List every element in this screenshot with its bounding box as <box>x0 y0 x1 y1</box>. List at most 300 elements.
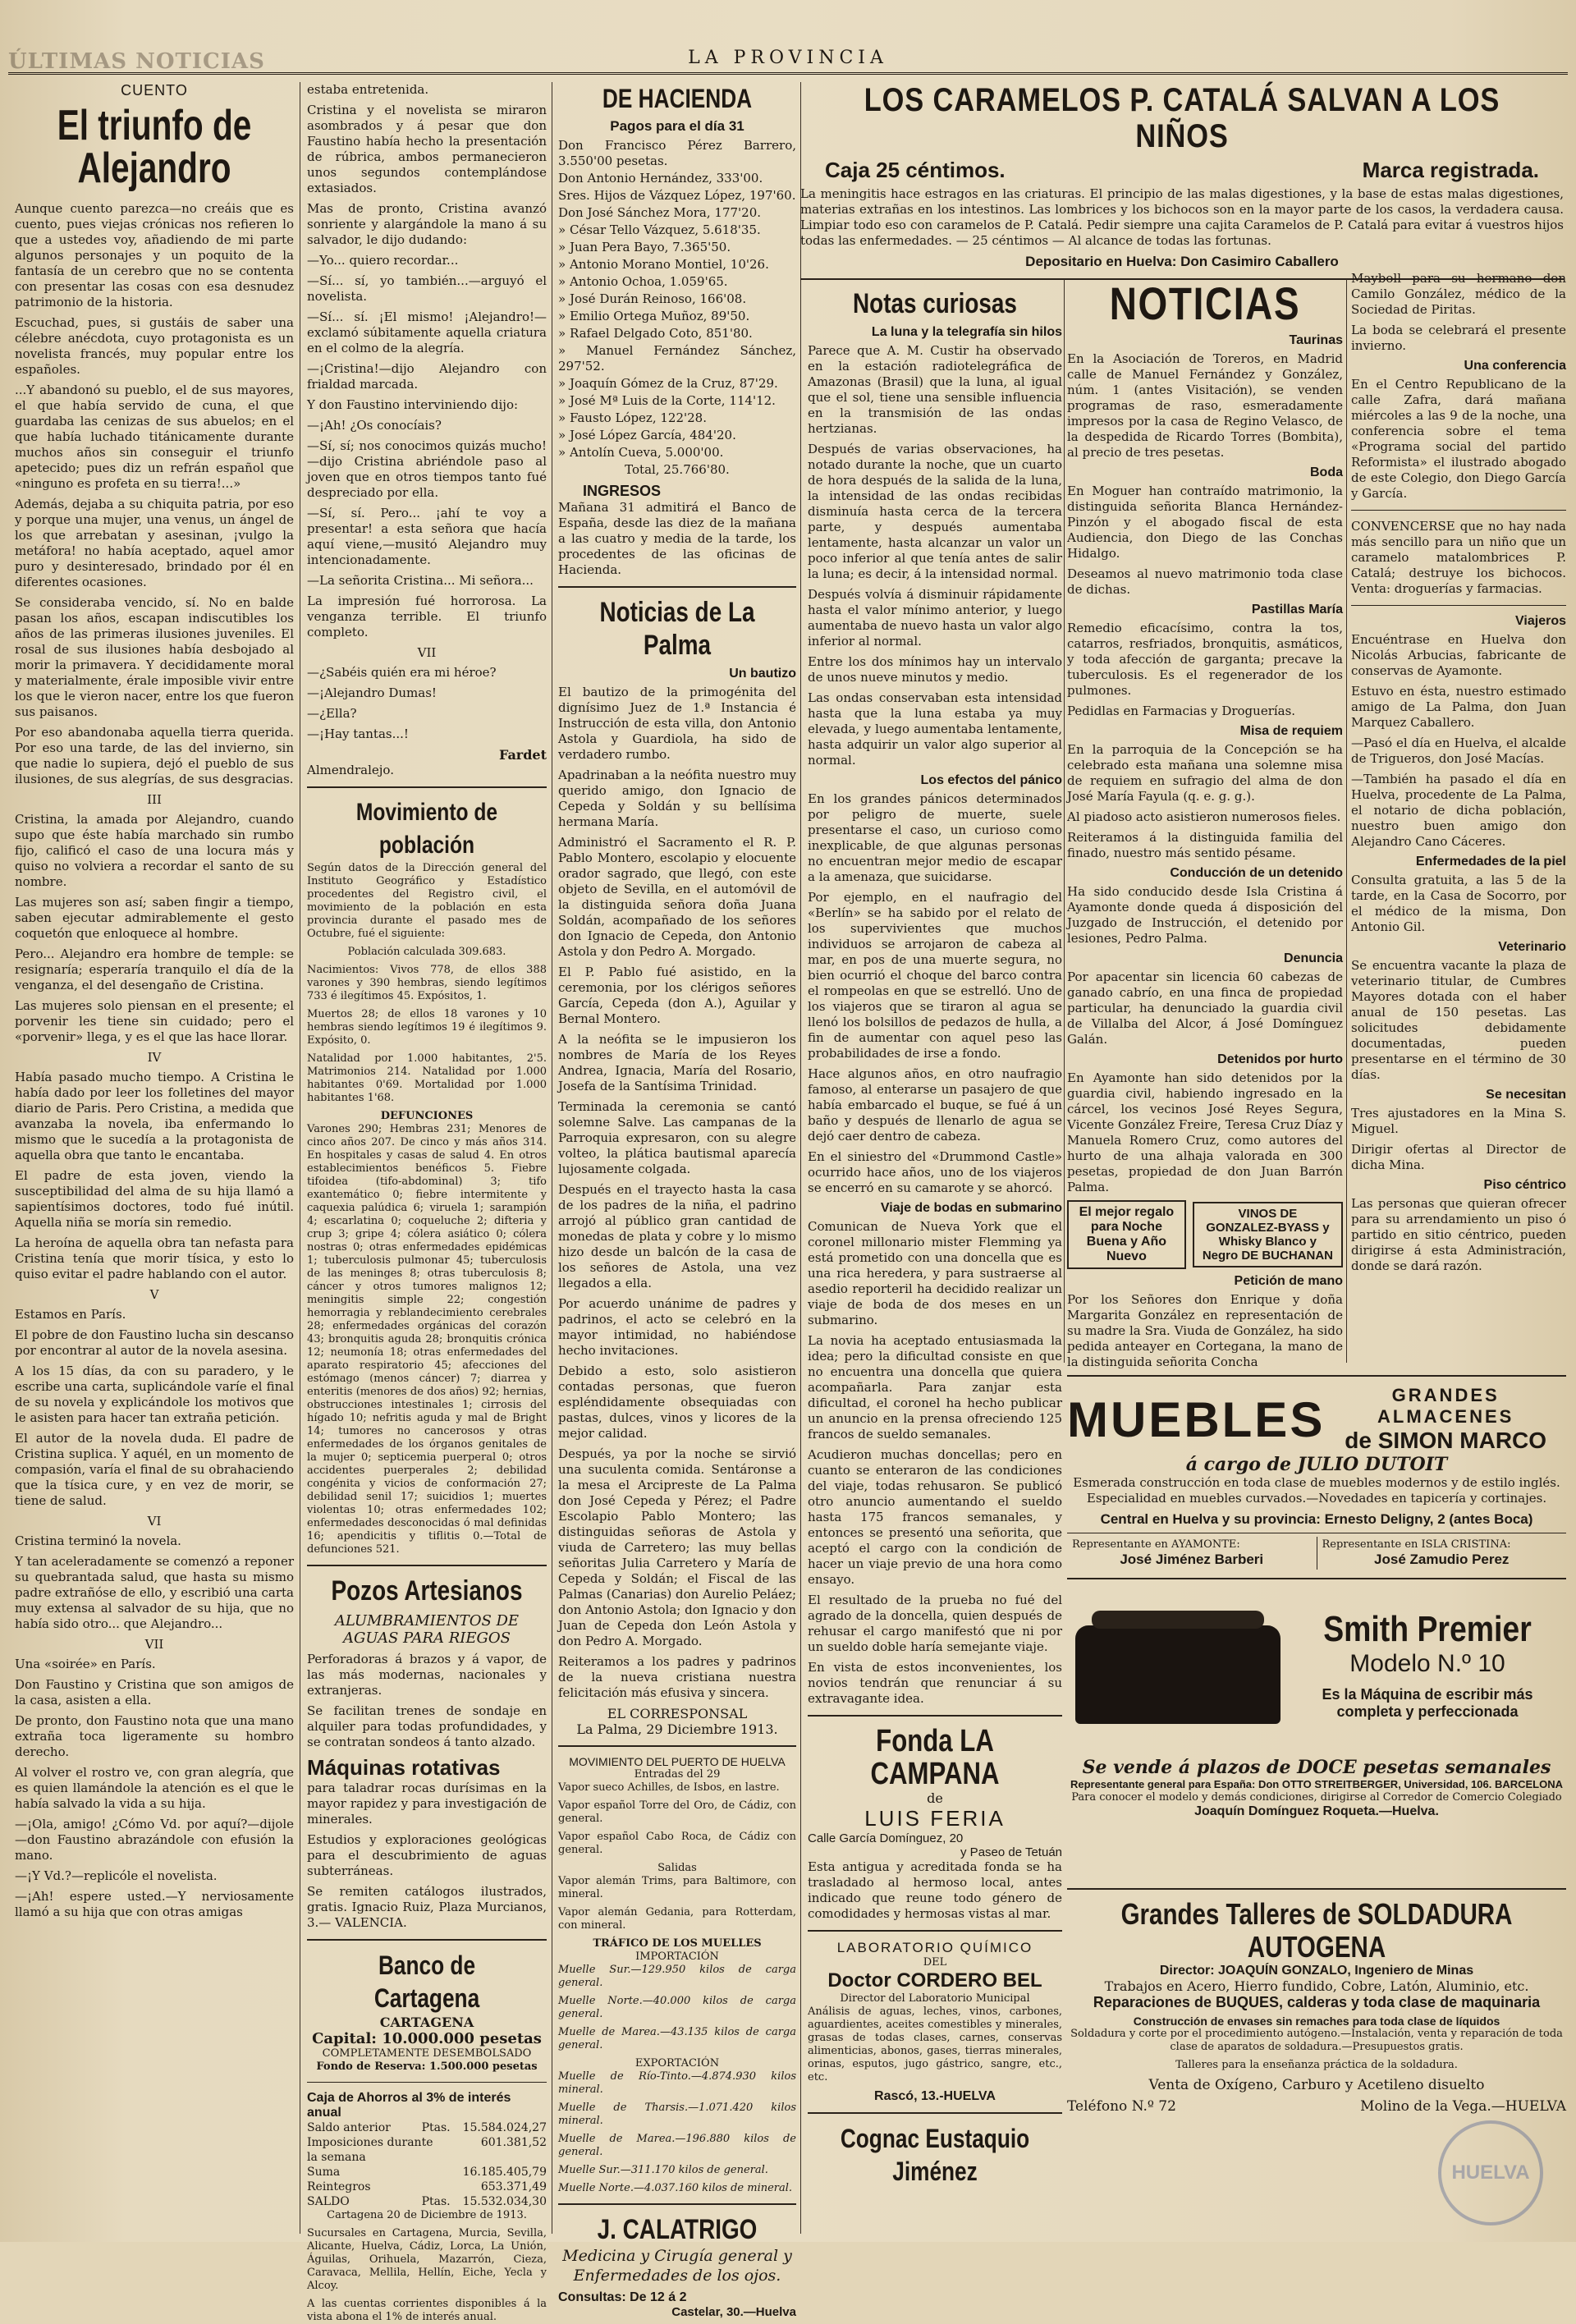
paragraph: A los 15 días, da con su paradero, y le escribe una carta, suplicándole varíe el final de su novela y explicándole los motivos que le asisten para hacer tan extraña petición. <box>15 1364 294 1425</box>
trafico-title: TRÁFICO DE LOS MUELLES <box>593 1937 762 1950</box>
paragraph: Al volver el rostro ve, con gran alegría, que es quien llamándole la atención es el que le había salvado la vida a su hija. <box>15 1765 294 1811</box>
column-rule <box>1064 279 1065 1363</box>
pago-item: » José Durán Reinoso, 166'08. <box>558 291 747 306</box>
paragraph: estaba entretenida. <box>307 82 429 97</box>
traffic-row: Muelle de Tharsis.—1.071.420 kilos mineral. <box>558 2102 796 2127</box>
ingresos-title: INGRESOS <box>583 483 662 499</box>
smith-title: Smith Premier <box>1323 1609 1532 1649</box>
divider <box>1351 510 1566 511</box>
submarino-head: Viaje de bodas en submarino <box>880 1201 1062 1215</box>
paragraph: Población calculada 309.683. <box>347 946 506 958</box>
paragraph: En la parroquia de la Concepción se ha celebrado esta mañana una solemne misa de requiem en sufragio del alma de don José María Fayula (q. e. g. g.). <box>1067 742 1343 804</box>
viajeros-head: Viajeros <box>1515 614 1566 628</box>
caja-cell: 601.381,52 <box>480 2136 547 2149</box>
calatrigo-address: Castelar, 30.—Huelva <box>671 2305 796 2319</box>
pago-item: » José Mª Luis de la Corte, 114'12. <box>558 393 776 408</box>
lab-doctor: Doctor CORDERO BEL <box>827 1969 1042 1992</box>
smith-rep-3: Joaquín Domínguez Roqueta.—Huelva. <box>1194 1804 1439 1818</box>
catala-banner <box>800 82 1564 288</box>
fonda-owner: LUIS FERIA <box>864 1806 1006 1831</box>
paragraph: El autor de la novela duda. El padre de Cristina suplica. Y aquél, en un momento de compasión, varía el final de su obrahaciendo que la tísica cure, y en vez de morir, se tiene de salud. <box>15 1431 294 1508</box>
movimiento-title: Movimiento de población <box>355 799 498 859</box>
catala-depot: Depositario en Huelva: Don Casimiro Caballero <box>1025 254 1339 269</box>
puerto-entry: Vapor sueco Achilles, de Isbos, en lastre. <box>558 1781 780 1794</box>
divider <box>558 1745 796 1747</box>
paragraph: Apadrinaban a la neófita nuestro muy querido amigo, don Ignacio de Cepeda y Soldán y su bellísima hermana María. <box>558 768 796 829</box>
paragraph: Se encuentra vacante la plaza de veterinario titular, de Cumbres Mayores dotada con el haber anual de 150 pesetas. Las solicitudes debidamente documentadas, pueden presentarse en el término de 30 días. <box>1351 958 1566 1082</box>
paragraph: Se consideraba vencido, sí. No en balde pasan los años, escapan indiscutibles los años de las primeras ilusiones juveniles. El rosal de sus ilusiones había desbojado al morir la primavera. Y decididamente moral y materialmente, érale imposible vivir entre los que le vieron nacer, entre los que fueron sus paisanos. <box>15 595 294 719</box>
caja-cell: SALDO <box>307 2195 350 2208</box>
pago-item: » Antonio Morano Montiel, 10'26. <box>558 257 769 272</box>
piel-head: Enfermedades de la piel <box>1415 855 1566 869</box>
calatrigo-title: J. CALATRIGO <box>597 2214 758 2245</box>
divider <box>307 786 547 788</box>
paragraph: Perforadoras á brazos y á vapor, de las más modernas, nacionales y extranjeras. <box>307 1652 547 1698</box>
banco-reserva: Fondo de Reserva: 1.500.000 pesetas <box>316 2060 538 2073</box>
caja-row <box>307 2165 547 2180</box>
typewriter-illustration <box>1075 1625 1280 1724</box>
paragraph: Y tan aceleradamente se comenzó a reponer su quebrantada salud, que hasta su mismo padre extrañóse de ello, y escribió una carta muy extensa al salvador de su hija, que no había sido otro... que Alejandro... <box>15 1554 294 1631</box>
paragraph: Análisis de aguas, leches, vinos, carbones, aguardientes, aceites comestibles y minerales, grasas de todas clases, carnes, conservas alimenticias, abonos, gases, tierras minerales, orinas, esputos, jugo gástrico, sangre, etc., etc. <box>808 2005 1062 2083</box>
caja-row <box>307 2120 547 2135</box>
paragraph: Dirigir ofertas al Director de dicha Mina. <box>1351 1142 1566 1172</box>
paragraph: —¿Sabéis quién era mi héroe? <box>307 665 497 680</box>
muebles-title: MUEBLES <box>1067 1391 1326 1447</box>
column-2 <box>307 82 547 2323</box>
export-head: EXPORTACIÓN <box>635 2057 720 2070</box>
soldadura-line-5: Talleres para la enseñanza práctica de la soldadura. <box>1175 2059 1458 2071</box>
paragraph: Había pasado mucho tiempo. A Cristina le había dado por leer los folletines del mayor diario de Paris. Pero Cristina, a medida que avanzaba la novela, iba enfermando lo mismo que le sucedía a la protagonista de aquella obra que tanto le encantaba. <box>15 1070 294 1162</box>
import-head: IMPORTACIÓN <box>635 1950 719 1963</box>
caja-row <box>307 2135 547 2165</box>
pago-item: » José López García, 484'20. <box>558 428 736 442</box>
chapter-number: VI <box>147 1514 162 1529</box>
paragraph: Cristina, la amada por Alejandro, cuando supo que éste había marchado sin rumbo fijo, calificó el caso de una locura más y quiso no volviera a recordar el santo de su nombre. <box>15 812 294 889</box>
paragraph: Estuvo en ésta, nuestro estimado amigo de La Palma, don Juan Marquez Caballero. <box>1351 684 1566 730</box>
story-title: El triunfo de Alejandro <box>57 102 252 192</box>
pagos-total: Total, 25.766'80. <box>625 462 730 477</box>
fonda-address-2: y Paseo de Tetuán <box>960 1845 1062 1859</box>
paragraph: La novia ha aceptado entusiasmada la idea; pero la dificultad consiste en que no encuentra una doncella que quiera acompañarla. Para zanjar esta dificultad, el coronel ha hecho publicar un anuncio en la prensa ofreciendo 125 francos de sueldo semanales. <box>808 1333 1062 1442</box>
conduccion-head: Conducción de un detenido <box>1170 866 1343 880</box>
paragraph: Y don Faustino interviniendo dijo: <box>307 397 519 412</box>
rep-isla: José Zamudio Perez <box>1374 1552 1510 1567</box>
piso-head: Piso céntrico <box>1483 1178 1566 1192</box>
caja-cell: 15.532.034,30 <box>462 2195 547 2208</box>
soldadura-line-6: Venta de Oxígeno, Carburo y Acetileno disuelto <box>1148 2077 1485 2093</box>
salidas-head: Salidas <box>657 1862 697 1874</box>
paragraph: El pobre de don Faustino lucha sin descanso por encontrar al autor de la novela asesina. <box>15 1327 294 1358</box>
caja-cell <box>440 2180 481 2194</box>
paragraph: Reiteramos á la distinguida familia del finado, nuestro más sentido pésame. <box>1067 830 1343 860</box>
peticion-head: Petición de mano <box>1234 1274 1343 1288</box>
denuncia-head: Denuncia <box>1283 951 1343 965</box>
paragraph: —Sí... sí, yo también...—arguyó el novelista. <box>307 273 547 304</box>
paragraph: Terminada la ceremonia se cantó solemne Salve. Las campanas de la Parroquia expresaron, con su alegre volteo, la plática bautismal aparecía lujosamente colgada. <box>558 1099 796 1176</box>
paragraph: —La señorita Cristina... Mi señora... <box>307 573 534 588</box>
chapter-number: VII <box>417 645 437 660</box>
noticias-title: NOTICIAS <box>1109 277 1301 329</box>
paragraph: Acudieron muchas doncellas; pero en cuanto se enteraron de las condiciones del viaje, todas rehusaron. Se publicó otro anuncio aumentando el sueldo hasta 175 francos semanales, y entonces se presentó una señorita, que aceptó el cargo con la condición de hacer un viaje previo de una hora como ensayo. <box>808 1447 1062 1587</box>
caja-note: A las cuentas corrientes disponibles á la vista abona el 1% de interés anual. <box>307 2298 547 2323</box>
detenidos-head: Detenidos por hurto <box>1217 1052 1343 1066</box>
paragraph: Las ondas conservaban esta intensidad hasta que la luna estaba ya muy elevada, y luego aumentaba lentamente, hasta adquirir un valor algo superior al normal. <box>808 690 1062 768</box>
paragraph: Al piadoso acto asistieron numerosos fieles. <box>1067 809 1341 824</box>
paragraph: —¡Alejandro Dumas! <box>307 685 437 700</box>
paragraph: Consulta gratuita, a las 5 de la tarde, en la Casa de Socorro, por el médico de la misma, Don Antonio Gil. <box>1351 873 1566 934</box>
paragraph: —¡Ah! ¿Os conocíais? <box>307 418 442 433</box>
necesitan-head: Se necesitan <box>1486 1088 1566 1102</box>
paragraph: Parece que A. M. Custir ha observado en la estación radiotelegráfica de Amazonas (Brasil) que la luna, al igual que el sol, tiene una sensible influencia en la transmisión de las ondas hertzianas. <box>808 343 1062 436</box>
pago-item: » Fausto López, 122'28. <box>558 410 707 425</box>
banco-desembolsado: COMPLETAMENTE DESEMBOLSADO <box>322 2047 532 2060</box>
paragraph: Una «soirée» en París. <box>15 1657 156 1671</box>
soldadura-title: Grandes Talleres de SOLDADURA AUTOGENA <box>1120 1897 1513 1964</box>
caja-cell <box>422 2165 463 2180</box>
traffic-row: Muelle Sur.—129.950 kilos de carga general. <box>558 1964 796 1989</box>
paragraph: Después volvía á disminuir rápidamente hasta el valor mínimo anterior, y luego aumentaba de nuevo hasta un valor algo inferior al normal. <box>808 587 1062 649</box>
column-4 <box>808 279 1062 2233</box>
lab-address: Rascó, 13.-HUELVA <box>874 2089 996 2103</box>
paragraph: Después en el trayecto hasta la casa de los padres de la niña, el padrino arrojó al público gran cantidad de monedas de plata y cobre y lo mismo hizo desde un balcón de la casa de los señores de Astola, una vez llegados a ella. <box>558 1182 796 1290</box>
chapter-number: VII <box>144 1637 164 1652</box>
caja-sucursales: Sucursales en Cartagena, Murcia, Sevilla, Alicante, Huelva, Cádiz, Lorca, La Unión, Águilas, Orihuela, Mazarrón, Cieza, Caravaca, Mellila, Hellín, Eiche, Yecla y Alcoy. <box>307 2227 547 2292</box>
hacienda-title: DE HACIENDA <box>602 84 753 113</box>
paragraph: —¡Ah! espere usted.—Y nerviosamente llamó a su hija que con otras amigas <box>15 1889 294 1919</box>
paragraph: Se facilitan trenes de sondaje en alquiler para todas profundidades, y se contratan sondeos á tanto alzado. <box>307 1703 547 1749</box>
column-5 <box>1067 277 1343 1369</box>
pago-item: » Antolín Cueva, 5.000'00. <box>558 445 724 460</box>
paragraph: En vista de estos inconvenientes, los novios tendrán que renunciar á su extravagante idea. <box>808 1660 1062 1706</box>
paragraph: para taladrar rocas durísimas en la mayor rapidez y para investigación de minerales. <box>307 1781 547 1827</box>
place-line: Almendralejo. <box>307 763 394 777</box>
rep-isla-label: Representante en ISLA CRISTINA: <box>1322 1538 1511 1551</box>
palma-title: Noticias de La Palma <box>599 597 755 661</box>
divider <box>1067 1578 1566 1579</box>
catala-title: LOS CARAMELOS P. CATALÁ SALVAN A LOS NIÑOS <box>864 82 1500 154</box>
paragraph: Cristina y el novelista se miraron asombrados y á pesar que don Faustino había hecho la presentación de rúbrica, ambos permanecieron unos segundos contemplándose extasiados. <box>307 103 547 195</box>
paragraph: Las mujeres solo piensan en el presente; el porvenir les tiene sin cuidado; pero el «porvenir» llega, y es el que las hace llorar. <box>15 998 294 1044</box>
paragraph: Además, dejaba a su chiquita patria, por eso y porque una mujer, una venus, un ángel de los que arrebatan y asesinan, ¡vulgo la metáfora! no había aceptado, aquel amor puro y desinteresado, brindado por él en diferentes ocasiones. <box>15 497 294 589</box>
paragraph: La impresión fué horrorosa. La venganza terrible. El triunfo completo. <box>307 594 547 639</box>
puerto-subtitle: Entradas del 29 <box>634 1768 721 1781</box>
paragraph: —¡Ola, amigo! ¿Cómo Vd. por aquí?—dijole—don Faustino abrazándole con efusión la mano. <box>15 1817 294 1863</box>
masthead-ghost-left: ÚLTIMAS NOTICIAS <box>8 49 265 74</box>
paragraph: Mas de pronto, Cristina avanzó sonriente y alargándole la mano á su salvador, le dijo dudando: <box>307 201 547 247</box>
paragraph: Escuchad, pues, si gustáis de saber una célebre anécdota, cuyo protagonista es un novelista francés, muy popular entre los españoles. <box>15 315 294 377</box>
paragraph: —¡Hay tantas...! <box>307 727 409 741</box>
paragraph: Mañana 31 admitirá el Banco de España, desde las diez de la mañana a las cuatro y media de la tarde, los procedentes de las oficinas de Hacienda. <box>558 500 796 577</box>
pagos-title: Pagos para el día 31 <box>610 118 744 134</box>
caja-cell: Ptas. <box>421 2121 451 2134</box>
paragraph: Por acuerdo unánime de padres y padrinos, el acto se celebró en la mayor intimidad, no habiéndose hecho invitaciones. <box>558 1296 796 1358</box>
paragraph: El bautizo de la primogénita del dignísimo Juez de 1.ª Instancia é Instrucción de esta villa, don Antonio Astola y Guardiola, ha sido de verdadero rumbo. <box>558 685 796 762</box>
caja-row <box>307 2194 547 2209</box>
paragraph: Varones 290; Hembras 231; Menores de cinco años 207. De cinco y más años 314. En hospitales y casas de salud 4. En otros establecimientos benéficos 5. Fiebre tifoidea (tifo-abdominal) 3; tifo exantemático 0; fiebre intermitente y caquexia palúdica 6; viruela 1; sarampión 4; escarlatina 0; coqueluche 2; difteria y crup 3; gripe 4; cólera asiático 0; cólera nostras 0; otras enfermedades epidémicas 1; tuberculosis pulmonar 45; tuberculosis de las meninges 8; otras tuberculosis 8; cáncer y otros tumores malignos 12; meningitis simple 22; congestión hemorragia y reblandecimiento cerebrales 28; enfermedades orgánicas del corazón 43; bronquitis aguda 28; bronquitis crónica 12; neumonía 18; otras enfermedades del aparato respiratorio 45; afecciones del estómago (menos cáncer) 7; diarrea y enteritis (menores de dos años) 92; hernias, obstrucciones intestinales 1; cirrosis del hígado 10; nefritis aguda y mal de Bright 14; tumores no cancerosos y otras enfermedades de los órganos genitales de la mujer 0; septicemia puerperal 0; otros accidentes puerperales 2; debilidad congénita y vicios de conformación 27; debilidad senil 17; suicidios 1; muertes violentas 10; otras enfermedades 102; enfermedades desconocidas ó mal definidas 16; apendicitis y tiflitis 0.—Total de defunciones 521. <box>307 1123 547 1556</box>
paragraph: Entre los dos mínimos hay un intervalo de unos nueve minutos y medio. <box>808 654 1062 685</box>
pozos-subtitle: ALUMBRAMIENTOS DE AGUAS PARA RIEGOS <box>334 1612 520 1647</box>
paragraph: Después de varias observaciones, ha notado durante la noche, que un cuarto de hora después de la salida de la luna, la intensidad de las ondas recibidas disminuía hasta cerca de la tercera parte, y después aumentaba lentamente, hasta alcanzar un valor un poco inferior al que tenía antes de salir la luna; es decir, á la intensidad normal. <box>808 442 1062 581</box>
fonda-address: Calle García Domínguez, 20 <box>808 1831 964 1845</box>
archive-stamp: HUELVA <box>1438 2120 1543 2225</box>
divider <box>808 2112 1062 2114</box>
pago-item: » Antonio Ochoa, 1.059'65. <box>558 274 728 289</box>
traffic-row: Muelle Sur.—311.170 kilos de general. <box>558 2164 768 2176</box>
soldadura-line-4: Soldadura y corte por el procedimiento autógeno.—Instalación, venta y reparación de toda clase de aparatos de soldadura.—Presupuestos gratis. <box>1070 2028 1563 2053</box>
muebles-ad <box>1067 1367 1566 1588</box>
paragraph: Por ejemplo, en el naufragio del «Berlín» se ha sabido por el relato de los supervivientes que muchos individuos se arrojaron de cabeza al mar, en pos de una muerte segura, no bien ocurrió el choque del barco contra el rompeolas en que se estrelló. Uno de los viajeros que se tiraron al agua se llenó los bolsillos de pedazos de hulla, a fin de aumentar con aquel peso las probabilidades de irse a fondo. <box>808 890 1062 1061</box>
paragraph: Después, ya por la noche se sirvió una suculenta comida. Sentáronse a la mesa el Arcipreste de La Palma don José Cepeda y Pérez; el Padre Escolapio Pablo Montero; las distinguidas señoras de Astola y viuda de Carretero; las muy bellas señoritas Julia Carretero y María de Cepeda y Soldán; el Fiscal de las Palmas (Canarias) don Aurelio Peláez; don Antonio Astola; don Ignacio y don Juan de Cepeda don León Astola y don Pedro A. Morgado. <box>558 1446 796 1648</box>
fonda-de: de <box>927 1790 943 1806</box>
puerto-entry: Vapor español Cabo Roca, de Cádiz con general. <box>558 1831 796 1856</box>
pagos-list <box>558 138 796 461</box>
pago-item: Sres. Hijos de Vázquez López, 197'60. <box>558 188 796 203</box>
caja-cell: Reintegros <box>307 2180 371 2193</box>
cognac-ad: Cognac Eustaquio Jiménez <box>840 2124 1030 2186</box>
conferencia-head: Una conferencia <box>1464 359 1566 373</box>
paragraph: Por los Señores don Enrique y doña Margarita González en representación de su madre la Sra. Viuda de González, ha sido pedida anteayer en Cortegana, la mano de la distinguida señorita Concha <box>1067 1292 1343 1369</box>
puerto-exit: Vapor alemán Gedania, para Rotterdam, con mineral. <box>558 1906 796 1932</box>
paragraph: Estamos en París. <box>15 1307 126 1322</box>
divider <box>307 1565 547 1566</box>
paragraph: —Pasó el día en Huelva, el alcalde de Trigueros, don José Macías. <box>1351 736 1566 766</box>
caja-cell: Suma <box>307 2166 341 2179</box>
paragraph: Deseamos al nuevo matrimonio toda clase de dichas. <box>1067 566 1343 597</box>
chapter-number: V <box>149 1287 159 1302</box>
traffic-row: Muelle Norte.—40.000 kilos de carga general. <box>558 1995 796 2020</box>
paragraph: Remedio eficacísimo, contra la tos, catarros, resfriados, bronquitis, asmáticos, y toda afección de garganta; precave la tuberculosis. Es el regenerador de los pulmones. <box>1067 621 1343 698</box>
smith-tagline-2: completa y perfeccionada <box>1336 1703 1519 1720</box>
paragraph: Pedidlas en Farmacias y Droguerías. <box>1067 704 1296 718</box>
rep-ayamonte: José Jiménez Barberi <box>1120 1552 1264 1567</box>
paragraph: El resultado de la prueba no fué del agrado de la doncella, quien después de rehusar el cargo manifestó que ni por un sueldo doble haría semejante viaje. <box>808 1593 1062 1654</box>
smith-plazos: Se vende á plazos de DOCE pesetas semanales <box>1082 1757 1551 1778</box>
paragraph: Cristina terminó la novela. <box>15 1533 181 1548</box>
soldadura-ad <box>1067 1880 1566 2115</box>
paragraph: En el siniestro del «Drummond Castle» ocurrido hace años, uno de los viajeros se encerró en su camarote y se ahorcó. <box>808 1149 1062 1195</box>
muebles-central: Central en Huelva y su provincia: Ernesto Deligny, 2 (antes Boca) <box>1100 1511 1533 1527</box>
lab-subtitle: Director del Laboratorio Municipal <box>840 1992 1030 2005</box>
paragraph: Encuéntrase en Huelva don Nicolás Arbucias, fabricante de conservas de Ayamonte. <box>1351 632 1566 678</box>
paragraph: Estudios y exploraciones geológicas para el descubrimiento de aguas subterráneas. <box>307 1832 547 1878</box>
paragraph: En Ayamonte han sido detenidos por la guardia civil, habiendo ingresado en la cárcel, los vecinos José Reyes Segura, Vicente González Freire, Teresa Cruz Díaz y Manuela Romero Cruz, como autores del hurto de una alhaja valorada en 300 pesetas, propiedad de don Juan Barrón Palma. <box>1067 1070 1343 1194</box>
paragraph: En el Centro Republicano de la calle Zafra, dará mañana miércoles a las 9 de la noche, una conferencia sobre el tema «Programa social del partido Reformista» el ilustrado abogado de este Colegio, don Diego García y García. <box>1351 377 1566 501</box>
caja-cell <box>440 2135 481 2165</box>
catala-text: La meningitis hace estragos en las criaturas. El principio de las malas digestiones, y la base de estas malas digestiones, materias extrañas en los intestinos. Las lombrices y los bichocos son en la mayor parte de los casos, la verdadera causa. Limpiar todo eso con caramelos de P. Catalá. Pedir siempre una cajita Caramelos de P. Catalá para evitar á vuestros hijos todas las enfermedades. — 25 céntimos — Al alcance de todas las fortunas. <box>800 186 1564 248</box>
pago-item: » Rafael Delgado Coto, 851'80. <box>558 326 753 341</box>
calatrigo-subtitle: Medicina y Cirugía general y Enfermedades de los ojos. <box>562 2247 792 2285</box>
story-body <box>15 201 294 1920</box>
pago-item: Don Francisco Pérez Barrero, 3.550'00 pesetas. <box>558 138 796 168</box>
banco-capital: Capital: 10.000.000 pesetas <box>312 2030 542 2047</box>
paragraph: Se remiten catálogos ilustrados, gratis. Ignacio Ruiz, Plaza Murcianos, 3.— VALENCIA. <box>307 1884 547 1930</box>
pago-item: » Emilio Ortega Muñoz, 89'50. <box>558 309 750 323</box>
mejor-regalo-box: El mejor regalo para Noche Buena y Año Nuevo <box>1067 1200 1186 1269</box>
palma-date: La Palma, 29 Diciembre 1913. <box>576 1721 778 1737</box>
column-3 <box>558 82 796 2319</box>
paragraph: Muertos 28; de ellos 18 varones y 10 hembras siendo legítimos 19 é ilegítimos 9. Expósito, 0. <box>307 1008 547 1047</box>
column-rule <box>800 82 801 2234</box>
divider <box>1067 1375 1566 1377</box>
boda-head: Boda <box>1310 465 1343 479</box>
fonda-title: Fonda LA CAMPANA <box>870 1724 1000 1791</box>
soldadura-line-1: Trabajos en Acero, Hierro fundido, Cobre, Latón, Aluminio, etc. <box>1104 1978 1529 1994</box>
caja-date: Cartagena 20 de Diciembre de 1913. <box>327 2209 527 2221</box>
caja-cell: 15.584.024,27 <box>462 2121 547 2134</box>
paragraph: El padre de esta joven, viendo la susceptibilidad del alma de su hija llamó a sapientísimos doctores, todo fué inútil. Aquella niña se moría sin remedio. <box>15 1168 294 1230</box>
traffic-row: Muelle de Río-Tinto.—4.874.930 kilos mineral. <box>558 2070 796 2096</box>
soldadura-director: Director: JOAQUÍN GONZALO, Ingeniero de Minas <box>1159 1964 1474 1978</box>
misa-head: Misa de requiem <box>1239 724 1343 738</box>
smith-model: Modelo N.º 10 <box>1349 1650 1505 1677</box>
paragraph: Natalidad por 1.000 habitantes, 2'5. Matrimonios 214. Natalidad por 1.000 habitantes 0'69. Mortalidad por 1.000 habitantes 1'68. <box>307 1052 547 1104</box>
paragraph: Pero... Alejandro era hombre de temple: se resignaría; esperaría tranquilo el día de la venganza, el del desengaño de Cristina. <box>15 947 294 992</box>
chapter-number: III <box>147 792 162 807</box>
caja-row <box>307 2180 547 2194</box>
divider <box>1351 605 1566 606</box>
paragraph: De pronto, don Faustino nota que una mano extraña toca ligeramente su hombro derecho. <box>15 1713 294 1759</box>
traffic-row: Muelle Norte.—4.037.160 kilos de mineral. <box>558 2182 793 2194</box>
pago-item: Don José Sánchez Mora, 177'20. <box>558 205 762 220</box>
muebles-simon-marco: de SIMON MARCO <box>1345 1428 1547 1453</box>
caja-table <box>307 2120 547 2209</box>
veterinario-head: Veterinario <box>1498 940 1566 954</box>
caja-title: Caja de Ahorros al 3% de interés anual <box>307 2091 511 2120</box>
calatrigo-consult: Consultas: De 12 á 2 <box>558 2290 687 2304</box>
paragraph: Por apacentar sin licencia 60 cabezas de ganado cabrío, en una finca de propiedad particular, ha denunciado la guardia civil de Villalba del Alcor, á José Domínguez Galán. <box>1067 969 1343 1047</box>
paragraph: En Moguer han contraído matrimonio, la distinguida señorita Blanca Hernández-Pinzón y el abogado fiscal de esta Audiencia, don Diego de las Conchas Hidalgo. <box>1067 484 1343 561</box>
paragraph: Comunican de Nueva York que el coronel millonario mister Flemming ya está prometido con una doncella que es una rica heredera, y para sustraerse al asedio reporteril ha decidido realizar un viaje de boda de dos meses en un submarino. <box>808 1219 1062 1327</box>
paragraph: Mayboll para su hermano don Camilo González, médico de la Sociedad de Piritas. <box>1351 271 1566 317</box>
paragraph: Las mujeres son así; saben fingir a tiempo, saben ejecutar admirablemente el gesto coquetón que enloquece al hombre. <box>15 895 294 941</box>
column-1 <box>15 82 294 2233</box>
lab-del: DEL <box>923 1956 947 1969</box>
paragraph: —¡Y Vd.?—replicóle el novelista. <box>15 1868 218 1883</box>
paragraph: Debido a esto, solo asistieron contadas personas, que fueron espléndidamente obsequiadas con pastas, dulces, vinos y licores de la mejor calidad. <box>558 1364 796 1441</box>
pago-item: » Manuel Fernández Sánchez, 297'52. <box>558 343 796 374</box>
rep-ayamonte-label: Representante en AYAMONTE: <box>1072 1538 1240 1551</box>
paragraph: En los grandes pánicos determinados por peligro de muerte, suele presentarse el caso, un curioso como inexplicable, de que algunas personas no encuentran mejor medio de escapar a la amenaza, que suicidarse. <box>808 791 1062 884</box>
taurinas-head: Taurinas <box>1289 333 1343 347</box>
caja-cell: Imposiciones durante la semana <box>307 2136 433 2164</box>
panico-head: Los efectos del pánico <box>920 773 1062 787</box>
divider <box>1067 1888 1566 1890</box>
soldadura-address: Molino de la Vega.—HUELVA <box>1360 2098 1566 2115</box>
smith-tagline-1: Es la Máquina de escribir más <box>1322 1686 1533 1703</box>
divider <box>808 1715 1062 1717</box>
notas-title: Notas curiosas <box>853 288 1017 319</box>
maquinas-title: Máquinas rotativas <box>307 1755 501 1780</box>
caja-cell: 16.185.405,79 <box>462 2166 547 2179</box>
paragraph: —Sí, sí. Pero... ¡ahí te voy a presentar! a esta señora que hacía aquí viene,—musitó Alejandro muy intencionadamente. <box>307 506 547 567</box>
paragraph: Esta antigua y acreditada fonda se ha trasladado al hermoso local, antes indicado que reune todo género de comodidades y hermosas vistas al mar. <box>808 1859 1062 1921</box>
paragraph: CONVENCERSE que no hay nada más sencillo para un niño que un caramelo matalombrices P. Catalá; destruye los bichocos. Venta: droguerías y farmacias. <box>1351 519 1566 596</box>
catala-price: Caja 25 céntimos. <box>825 158 1006 182</box>
smith-rep: Representante general para España: Don OTTO STREITBERGER, Universidad, 106. BARCELONA <box>1070 1778 1564 1790</box>
paragraph: —¿Ella? <box>307 706 357 721</box>
soldadura-line-3: Construcción de envases sin remaches para toda clase de líquidos <box>1133 2015 1500 2028</box>
paragraph: Según datos de la Dirección general del Instituto Geográfico y Estadístico procedentes del Registro civil, el movimiento de la población en esta provincia durante el pasado mes de Octubre, fué el siguiente: <box>307 862 547 940</box>
bautizo-head: Un bautizo <box>729 667 796 681</box>
paragraph: Reiteramos a los padres y padrinos de la nueva cristiana nuestra felicitación más efusiva y sincera. <box>558 1654 796 1700</box>
column-6 <box>1351 271 1566 1363</box>
paragraph: —Sí... sí. ¡El mismo! ¡Alejandro!—exclamó súbitamente aquella criatura en el colmo de la alegría. <box>307 309 547 355</box>
pago-item: Don Antonio Hernández, 333'00. <box>558 171 763 186</box>
muebles-cargo: á cargo de JULIO DUTOIT <box>1185 1454 1448 1475</box>
paragraph: A la neófita se le impusieron los nombres de María de los Reyes Andrea, Ignacia, María del Rosario, Josefa de la Santísima Trinidad. <box>558 1032 796 1093</box>
divider <box>808 1930 1062 1932</box>
soldadura-phone: Teléfono N.º 72 <box>1067 2098 1176 2115</box>
caja-cell: Saldo anterior <box>307 2121 391 2134</box>
caja-cell: 653.371,49 <box>480 2180 547 2193</box>
paragraph: ...Y abandonó su pueblo, el de sus mayores, el que había servido de cuna, el que guardaba las cenizas de sus abuelos; en el que había luchado titánicamente durante muchos años sin conseguir el triunfo apetecido; pues diz un refrán español que «ninguno es profeta en su tierra!...» <box>15 383 294 491</box>
paragraph: En la Asociación de Toreros, en Madrid calle de Manuel Fernández y González, núm. 1 (antes Visitación), se venden programas de raso, esmeradamente impresos por la casa de Regino Velasco, de la despedida de Ricardo Torres (Bombita), al precio de tres pesetas. <box>1067 351 1343 460</box>
lab-title: LABORATORIO QUÍMICO <box>836 1940 1033 1955</box>
soldadura-line-2: Reparaciones de BUQUES, calderas y toda clase de maquinaria <box>1093 1994 1541 2010</box>
paragraph: El P. Pablo fué asistido, en la ceremonia, por los clérigos señores García, Cepeda (don A.), Aguilar y Bernal Montero. <box>558 965 796 1026</box>
paragraph: Nacimientos: Vivos 778, de ellos 388 varones y 390 hembras, siendo legítimos 733 é ilegítimos 45. Expósitos, 1. <box>307 964 547 1002</box>
traffic-row: Muelle de Marea.—43.135 kilos de carga general. <box>558 2026 796 2051</box>
chapter-number: IV <box>147 1050 162 1065</box>
catala-brand: Marca registrada. <box>1362 158 1539 182</box>
pago-item: » Joaquín Gómez de la Cruz, 87'29. <box>558 376 778 391</box>
masthead-title: LA PROVINCIA <box>688 48 888 68</box>
defunciones-title: DEFUNCIONES <box>380 1110 474 1122</box>
divider <box>307 1939 547 1941</box>
smith-rep-2: Para conocer el modelo y demás condiciones, dirigirse al Corredor de Comercio Colegiado <box>1071 1791 1562 1804</box>
pastillas-head: Pastillas María <box>1251 603 1343 617</box>
banco-city: CARTAGENA <box>379 2015 474 2030</box>
paragraph: Las personas que quieran ofrecer para su arrendamiento un piso ó partido en sitio céntrico, pueden dirigirse á esta Administración, donde se dará razón. <box>1351 1196 1566 1273</box>
luna-head: La luna y la telegrafía sin hilos <box>871 325 1062 339</box>
paragraph: Administró el Sacramento el R. P. Pablo Montero, escolapio y elocuente orador sagrado, que llegó, con este objeto de Sevilla, en el automóvil de la distinguida señora doña Juana Soldán, acompañado de los señores don Ignacio de Cepeda, don Antonio Astola y don Pedro A. Morgado. <box>558 835 796 959</box>
banco-title: Banco de Cartagena <box>373 1950 480 2013</box>
puerto-entry: Vapor español Torre del Oro, de Cádiz, con general. <box>558 1799 796 1825</box>
paragraph: Tres ajustadores en la Mina S. Miguel. <box>1351 1106 1566 1136</box>
cuento-kicker: CUENTO <box>121 82 188 99</box>
column-rule <box>1346 279 1347 1363</box>
puerto-title: MOVIMIENTO DEL PUERTO DE HUELVA <box>569 1755 786 1768</box>
paragraph: Hace algunos años, en otro naufragio famoso, al enterarse un pasajero de que había embarcado el buque, se fué á un baño y después de llenarlo de agua se dejó caer dentro de cabeza. <box>808 1066 1062 1144</box>
paragraph: Por eso abandonaba aquella tierra querida. Por eso una tarde, de las del invierno, sin que nadie lo supiera, dejó el pueblo de sus ilusiones, de sus alegrías, de sus desgracias. <box>15 725 294 786</box>
traffic-row: Muelle de Marea.—196.880 kilos de general. <box>558 2133 796 2158</box>
paragraph: —Sí, sí; nos conocimos quizás mucho!—dijo Cristina abriéndole paso al joven que en otros tiempos tanto fué despreciado por ella. <box>307 438 547 500</box>
story-signature: Fardet <box>498 747 547 763</box>
divider <box>558 2203 796 2205</box>
paragraph: Don Faustino y Cristina que son amigos de la casa, asisten a ella. <box>15 1677 294 1707</box>
divider <box>558 586 796 588</box>
paragraph: La heroína de aquella obra tan nefasta para Cristina tenía que morir tísica, y esto lo quiso evitar el padre hablando con el autor. <box>15 1235 294 1281</box>
paragraph: La boda se celebrará el presente invierno. <box>1351 323 1566 353</box>
divider <box>307 2082 547 2083</box>
smith-premier-ad <box>1067 1609 1566 1839</box>
puerto-exit: Vapor alemán Trims, para Baltimore, con mineral. <box>558 1875 796 1900</box>
paragraph: —También ha pasado el día en Huelva, procedente de La Palma, el notario de dicha población, nuestro buen amigo don Alejandro Cano Cáceres. <box>1351 772 1566 849</box>
vinos-box: VINOS DE GONZALEZ-BYASS y Whisky Blanco y Negro DE BUCHANAN <box>1193 1202 1343 1267</box>
paragraph: —¡Cristina!—dijo Alejandro con frialdad marcada. <box>307 361 547 392</box>
muebles-text: Esmerada construcción en toda clase de muebles modernos y de estilo inglés. Especialidad en muebles curvados.—Novedades en tapicería y cortinajes. <box>1073 1475 1560 1506</box>
pago-item: » César Tello Vázquez, 5.618'35. <box>558 222 761 237</box>
muebles-almacenes: GRANDES ALMACENES <box>1377 1385 1514 1427</box>
masthead <box>8 48 1568 75</box>
pago-item: » Juan Pera Bayo, 7.365'50. <box>558 240 731 254</box>
paragraph: Aunque cuento parezca—no creáis que es cuento, pues viejas crónicas nos refieren lo que a ustedes voy, añadiendo de mi parte algunos personajes y un poquito de la fantasía de un cerebro que no se contenta con presentar las cosas con esa desnudez patrimonio de la historia. <box>15 201 294 309</box>
paragraph: —Yo... quiero recordar... <box>307 253 459 268</box>
pozos-title: Pozos Artesianos <box>331 1575 523 1607</box>
paragraph: Ha sido conducido desde Isla Cristina á Ayamonte donde queda á disposición del Juzgado de Instrucción, el detenido por lesiones, Pedro Palma. <box>1067 884 1343 946</box>
caja-cell: Ptas. <box>421 2195 451 2208</box>
palma-signature: EL CORRESPONSAL <box>607 1706 748 1721</box>
